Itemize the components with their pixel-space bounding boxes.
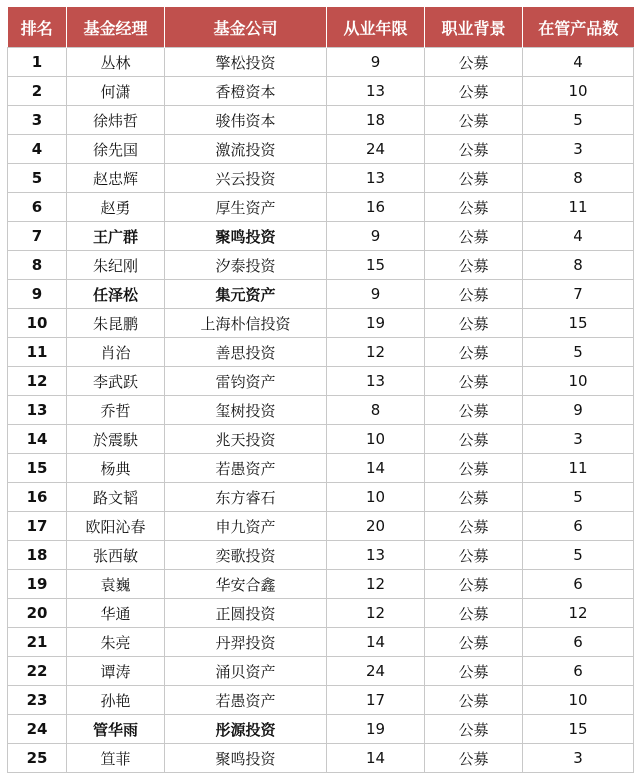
manager-cell: 华通 [67,599,165,628]
manager-cell: 王广群 [67,222,165,251]
years-cell: 12 [327,599,425,628]
table-row [8,367,634,396]
table-row [8,744,634,773]
company-cell: 擎松投资 [165,48,327,77]
products-cell: 15 [523,715,634,744]
table-row [8,628,634,657]
company-cell: 聚鸣投资 [165,744,327,773]
company-cell: 正圆投资 [165,599,327,628]
years-cell: 10 [327,483,425,512]
table-row [8,193,634,222]
products-cell: 12 [523,599,634,628]
rank-cell: 20 [8,599,67,628]
years-cell: 13 [327,367,425,396]
background-cell: 公募 [425,657,523,686]
years-cell: 13 [327,541,425,570]
products-cell: 11 [523,193,634,222]
manager-cell: 肖治 [67,338,165,367]
manager-cell: 杨典 [67,454,165,483]
products-cell: 7 [523,280,634,309]
rank-cell: 5 [8,164,67,193]
manager-cell: 任泽松 [67,280,165,309]
background-cell: 公募 [425,106,523,135]
ranking-table [7,7,634,773]
rank-cell: 21 [8,628,67,657]
company-cell: 香橙资本 [165,77,327,106]
table-row [8,48,634,77]
table-row [8,541,634,570]
company-cell: 激流投资 [165,135,327,164]
background-cell: 公募 [425,599,523,628]
years-cell: 17 [327,686,425,715]
products-cell: 9 [523,396,634,425]
years-cell: 14 [327,628,425,657]
products-cell: 4 [523,48,634,77]
background-cell: 公募 [425,48,523,77]
table-row [8,280,634,309]
rank-cell: 19 [8,570,67,599]
products-cell: 11 [523,454,634,483]
manager-cell: 张西敏 [67,541,165,570]
products-cell: 5 [523,106,634,135]
products-cell: 5 [523,483,634,512]
products-cell: 8 [523,164,634,193]
manager-cell: 於震駃 [67,425,165,454]
background-cell: 公募 [425,193,523,222]
background-cell: 公募 [425,483,523,512]
products-cell: 3 [523,135,634,164]
background-cell: 公募 [425,686,523,715]
company-cell: 上海朴信投资 [165,309,327,338]
table-row [8,657,634,686]
header-years: 从业年限 [327,7,425,48]
company-cell: 善思投资 [165,338,327,367]
products-cell: 15 [523,309,634,338]
background-cell: 公募 [425,541,523,570]
manager-cell: 丛林 [67,48,165,77]
background-cell: 公募 [425,367,523,396]
manager-cell: 袁巍 [67,570,165,599]
products-cell: 6 [523,570,634,599]
years-cell: 12 [327,338,425,367]
rank-cell: 18 [8,541,67,570]
background-cell: 公募 [425,570,523,599]
products-cell: 3 [523,744,634,773]
products-cell: 6 [523,628,634,657]
manager-cell: 管华雨 [67,715,165,744]
table-row [8,338,634,367]
products-cell: 5 [523,541,634,570]
table-row [8,483,634,512]
table-row [8,222,634,251]
company-cell: 骏伟资本 [165,106,327,135]
table-row [8,425,634,454]
years-cell: 13 [327,77,425,106]
years-cell: 8 [327,396,425,425]
products-cell: 3 [523,425,634,454]
manager-cell: 孙艳 [67,686,165,715]
table-row [8,570,634,599]
table-row [8,512,634,541]
rank-cell: 22 [8,657,67,686]
table-row [8,715,634,744]
manager-cell: 笪菲 [67,744,165,773]
manager-cell: 乔哲 [67,396,165,425]
header-background: 职业背景 [425,7,523,48]
rank-cell: 8 [8,251,67,280]
manager-cell: 徐炜哲 [67,106,165,135]
fund-manager-ranking [7,7,633,773]
table-body [8,48,634,773]
products-cell: 6 [523,512,634,541]
manager-cell: 何潇 [67,77,165,106]
company-cell: 彤源投资 [165,715,327,744]
rank-cell: 6 [8,193,67,222]
background-cell: 公募 [425,338,523,367]
table-row [8,599,634,628]
products-cell: 5 [523,338,634,367]
years-cell: 9 [327,280,425,309]
rank-cell: 2 [8,77,67,106]
rank-cell: 14 [8,425,67,454]
company-cell: 汐泰投资 [165,251,327,280]
background-cell: 公募 [425,309,523,338]
manager-cell: 朱亮 [67,628,165,657]
years-cell: 16 [327,193,425,222]
manager-cell: 朱昆鹏 [67,309,165,338]
years-cell: 19 [327,715,425,744]
header-manager: 基金经理 [67,7,165,48]
company-cell: 玺树投资 [165,396,327,425]
rank-cell: 16 [8,483,67,512]
rank-cell: 11 [8,338,67,367]
company-cell: 若愚资产 [165,686,327,715]
years-cell: 12 [327,570,425,599]
company-cell: 兆天投资 [165,425,327,454]
background-cell: 公募 [425,135,523,164]
background-cell: 公募 [425,715,523,744]
rank-cell: 1 [8,48,67,77]
manager-cell: 欧阳沁春 [67,512,165,541]
rank-cell: 3 [8,106,67,135]
table-row [8,454,634,483]
company-cell: 奕歌投资 [165,541,327,570]
table-row [8,309,634,338]
rank-cell: 25 [8,744,67,773]
rank-cell: 17 [8,512,67,541]
years-cell: 18 [327,106,425,135]
manager-cell: 朱纪刚 [67,251,165,280]
company-cell: 厚生资产 [165,193,327,222]
table-row [8,164,634,193]
years-cell: 20 [327,512,425,541]
years-cell: 9 [327,222,425,251]
manager-cell: 徐先国 [67,135,165,164]
header-row [8,7,634,48]
years-cell: 24 [327,657,425,686]
header-products: 在管产品数 [523,7,634,48]
rank-cell: 10 [8,309,67,338]
background-cell: 公募 [425,396,523,425]
rank-cell: 15 [8,454,67,483]
company-cell: 集元资产 [165,280,327,309]
products-cell: 10 [523,686,634,715]
table-row [8,251,634,280]
years-cell: 19 [327,309,425,338]
years-cell: 9 [327,48,425,77]
products-cell: 8 [523,251,634,280]
background-cell: 公募 [425,251,523,280]
years-cell: 24 [327,135,425,164]
table-row [8,135,634,164]
background-cell: 公募 [425,628,523,657]
products-cell: 10 [523,367,634,396]
years-cell: 13 [327,164,425,193]
background-cell: 公募 [425,454,523,483]
manager-cell: 赵勇 [67,193,165,222]
company-cell: 东方睿石 [165,483,327,512]
header-rank: 排名 [8,7,67,48]
manager-cell: 路文韬 [67,483,165,512]
products-cell: 10 [523,77,634,106]
background-cell: 公募 [425,77,523,106]
manager-cell: 赵忠辉 [67,164,165,193]
company-cell: 华安合鑫 [165,570,327,599]
rank-cell: 24 [8,715,67,744]
products-cell: 4 [523,222,634,251]
background-cell: 公募 [425,164,523,193]
background-cell: 公募 [425,512,523,541]
years-cell: 14 [327,744,425,773]
manager-cell: 李武跃 [67,367,165,396]
products-cell: 6 [523,657,634,686]
company-cell: 申九资产 [165,512,327,541]
rank-cell: 7 [8,222,67,251]
table-row [8,686,634,715]
table-row [8,106,634,135]
years-cell: 10 [327,425,425,454]
rank-cell: 4 [8,135,67,164]
company-cell: 聚鸣投资 [165,222,327,251]
header-company: 基金公司 [165,7,327,48]
background-cell: 公募 [425,425,523,454]
background-cell: 公募 [425,222,523,251]
rank-cell: 13 [8,396,67,425]
table-row [8,77,634,106]
rank-cell: 9 [8,280,67,309]
years-cell: 14 [327,454,425,483]
rank-cell: 23 [8,686,67,715]
manager-cell: 谭涛 [67,657,165,686]
rank-cell: 12 [8,367,67,396]
company-cell: 若愚资产 [165,454,327,483]
company-cell: 雷钧资产 [165,367,327,396]
company-cell: 涌贝资产 [165,657,327,686]
background-cell: 公募 [425,280,523,309]
years-cell: 15 [327,251,425,280]
background-cell: 公募 [425,744,523,773]
table-row [8,396,634,425]
company-cell: 丹羿投资 [165,628,327,657]
company-cell: 兴云投资 [165,164,327,193]
